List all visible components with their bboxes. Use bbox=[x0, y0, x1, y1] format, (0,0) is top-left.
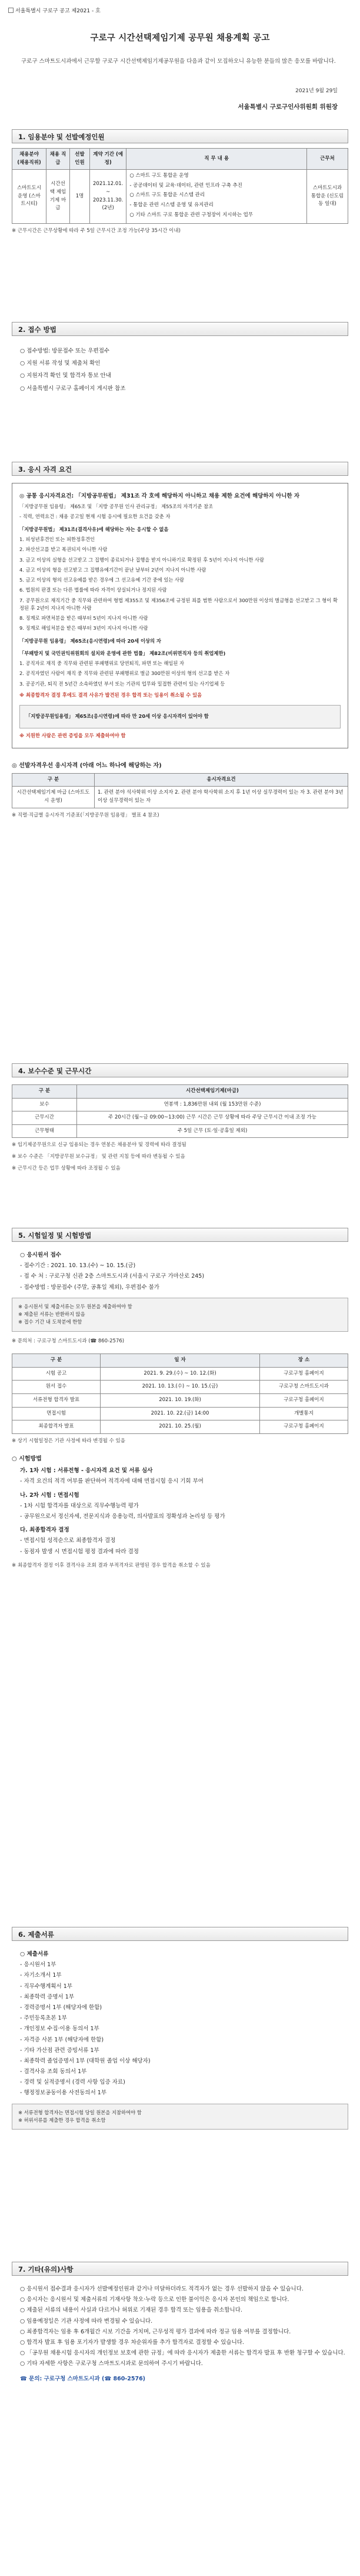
method-line: - 동점자 발생 시 면접시험 평정 결과에 따라 결정 bbox=[20, 1548, 139, 1555]
eligibility-line: - 직력, 연력요건 : 채용 공고일 현재 시험 응시에 필요한 요건을 갖춘 자 bbox=[19, 513, 171, 520]
eligibility-line: 5. 금고 이상의 형의 선고유예를 받은 경우에 그 선고유예 기간 중에 있는 사람 bbox=[19, 577, 185, 583]
col-count: 선발 인원 bbox=[70, 149, 90, 170]
age-requirement-note: ※ 지원한 사람은 관련 증빙을 모두 제출하여야 함 bbox=[19, 732, 126, 738]
age-requirement-title: 「지방공무원임용령」 제65조(응시연령)에 따라 만 20세 이상 응시자격이 있어야 함 bbox=[26, 713, 209, 720]
exam-methods-title: ○ 시험방법 bbox=[12, 1456, 42, 1463]
notice-title: 구로구 시간선택제임기제 공무원 채용계획 공고 bbox=[90, 33, 270, 43]
table-row bbox=[12, 170, 348, 224]
cell-location: 구로구청 홈페이지 bbox=[260, 1367, 348, 1381]
schedule-line: - 접수기간 : 2021. 10. 13.(수) ~ 10. 15.(금) bbox=[20, 1262, 136, 1269]
col-grade: 채용 직급 bbox=[46, 149, 70, 170]
career-requirement-title: ◎ 선발자격우선 응시자격 (아래 어느 하나에 해당하는 자) bbox=[12, 762, 162, 769]
caution-line: ○ 임용예정일은 기관 사정에 따라 변경될 수 있습니다. bbox=[20, 2318, 153, 2325]
exam-notes-box bbox=[12, 1298, 348, 1332]
duty-item: - 공공데이터 및 교육·데이터, 관련 인프라 구축 추진 bbox=[129, 182, 242, 189]
cell-requirement: 1. 관련 분야 석사학위 이상 소지자 2. 관련 분야 학사학위 소지 후 1년 이상 실무경력이 있는 자 3. 관련 분야 3년 이상 실무경력이 있는 자 bbox=[95, 787, 348, 808]
section-6-body bbox=[12, 1948, 348, 2130]
eligibility-line: 2. 공직자였던 사람이 재직 중 직무와 관련된 부패행위로 벌금 300만원 이상의 형의 선고를 받은 자 bbox=[19, 670, 230, 677]
list-item: ○ 접수방법: 방문접수 또는 우편접수 bbox=[20, 348, 110, 354]
section-3-body bbox=[12, 483, 348, 820]
cell-date: 2021. 10. 25.(월) bbox=[101, 1420, 260, 1434]
cell-value: 주 5일 근무 (토·일·공휴일 제외) bbox=[77, 1124, 348, 1138]
col-value: 시간선택제임기제(마급) bbox=[77, 1085, 348, 1099]
document-line: - 주민등록초본 1부 bbox=[20, 2015, 67, 2022]
salary-table bbox=[12, 1084, 348, 1138]
cell-location: 개별통지 bbox=[260, 1407, 348, 1420]
duty-item: ○ 기타 스마트 구로 통합운 관련 구청장이 지시하는 업무 bbox=[129, 211, 254, 218]
cell-stage: 서류전형 합격자 발표 bbox=[12, 1393, 101, 1407]
table-row bbox=[12, 1098, 348, 1111]
eligibility-line: 「지방공무원 임용령」 제65조 및 「지방 공무원 인사 관리규정」 제55조의 자격기준 참조 bbox=[19, 503, 214, 510]
cell-workplace: 스마트도시과 통합운 (신도림동 일대) bbox=[307, 170, 348, 224]
document-line: - 최종학력 졸업증명서 1부 (대학원 졸업 이상 해당자) bbox=[20, 2057, 151, 2064]
salary-note: ※ 임기제공무원으로 신규 임용되는 경우 연봉은 채용분야 및 경력에 따라 결정됨 bbox=[12, 1142, 186, 1148]
caution-line: ○ 기타 자세한 사항은 구로구청 스마트도시과로 문의하여 주시기 바랍니다. bbox=[20, 2360, 203, 2367]
section-2-heading: 2. 접수 방법 bbox=[12, 322, 348, 336]
caution-line: ○ 제출된 서류의 내용이 사실과 다르거나 허위로 기재된 경우 합격 또는 임용을 취소합니다. bbox=[20, 2307, 242, 2314]
eligibility-line: 1. 피성년후견인 또는 피한정후견인 bbox=[19, 536, 95, 542]
age-requirement-box bbox=[19, 705, 341, 728]
method-line: - 면접시험 성적순으로 최종합격자 결정 bbox=[20, 1537, 116, 1544]
cell-category: 시간선택제임기제 마급 (스마트도시 운영) bbox=[12, 787, 95, 808]
document-line: - 자기소개서 1부 bbox=[20, 1972, 62, 1979]
col-period: 계약 기간 (예정) bbox=[90, 149, 126, 170]
documents-note: ※ 서류전형 합격자는 면접시험 당일 원본을 지참하여야 함 bbox=[18, 2109, 142, 2115]
section-5-heading: 5. 시험일정 및 시험방법 bbox=[12, 1228, 348, 1242]
list-item: ○ 서울특별시 구로구 홈페이지 게시판 참조 bbox=[20, 385, 126, 392]
eligibility-line: 3. 금고 이상의 실형을 선고받고 그 집행이 종료되거나 집행을 받지 아니하기로 확정된 후 5년이 지나지 아니한 사람 bbox=[19, 556, 265, 563]
salary-note: ※ 근무시간 등은 업무 상황에 따라 조정될 수 있음 bbox=[12, 1165, 121, 1171]
eligibility-line: 6. 법원의 판결 또는 다른 법률에 따라 자격이 상실되거나 정지된 사람 bbox=[19, 587, 167, 593]
table-row bbox=[12, 1124, 348, 1138]
table-row bbox=[12, 1367, 348, 1381]
cell-location: 구로구청 홈페이지 bbox=[260, 1393, 348, 1407]
exam-contact: ※ 문의처 : 구로구청 스마트도시과 (☎ 860-2576) bbox=[12, 1338, 125, 1344]
eligibility-line: 「지방공무원 임용령」 제65조(응시연령)에 따라 20세 이상의 자 bbox=[19, 637, 161, 644]
eligibility-line: 8. 징계로 파면처분을 받은 때부터 5년이 지나지 아니한 사람 bbox=[19, 615, 148, 622]
salary-note: ※ 보수 수준은 「지방공무원 보수규정」 및 관련 지침 등에 따라 변동될 수 있음 bbox=[12, 1153, 185, 1160]
duty-item: ○ 스마트 구도 통합운 시스템 관리 bbox=[129, 192, 205, 199]
notice-number-label: 서울특별시 구로구 공고 제2021 - 호 bbox=[8, 7, 101, 15]
document-line: - 응시원서 1부 bbox=[20, 1962, 56, 1969]
cell-date: 2021. 10. 13.(수) ~ 10. 15.(금) bbox=[101, 1381, 260, 1394]
cell-date: 2021. 9. 29.(수) ~ 10. 12.(화) bbox=[101, 1367, 260, 1381]
col-location: 장 소 bbox=[260, 1354, 348, 1368]
exam-note: ※ 제출된 서류는 반환하지 않음 bbox=[18, 1311, 85, 1318]
caution-line: ○ 응시자는 응시원서 및 제출서류의 기재사항 착오·누락 등으로 인한 불이익은 응시자 본인의 책임으로 합니다. bbox=[20, 2296, 289, 2303]
checkbox-icon bbox=[8, 8, 14, 13]
cell-field: 스마트도시 운영 (스마트시티) bbox=[12, 170, 46, 224]
table-row bbox=[12, 1381, 348, 1394]
document-line: - 경력증명서 1부 (해당자에 한함) bbox=[20, 2004, 102, 2011]
cell-date: 2021. 10. 19.(화) bbox=[101, 1393, 260, 1407]
list-item: ○ 지원 서류 작성 및 제출처 확인 bbox=[20, 360, 101, 367]
document-line: - 결격사유 조회 동의서 1부 bbox=[20, 2068, 87, 2075]
section-7-body bbox=[12, 2283, 348, 2385]
cell-label: 근무형태 bbox=[12, 1124, 77, 1138]
method-line: - 1차 시험 합격자를 대상으로 직무수행능력 평가 bbox=[20, 1502, 139, 1509]
eligibility-line: 7. 공무원으로 재직기간 중 직무와 관련하여 형법 제355조 및 제356조에 규정된 죄를 범한 사람으로서 300만원 이상의 벌금형을 선고받고 그 형이 확정된 후 2년이 지나지 아니한 사람 bbox=[19, 597, 338, 611]
section-1-body bbox=[12, 148, 348, 236]
col-category: 구 분 bbox=[12, 1085, 77, 1099]
section-7-heading: 7. 기타(유의)사항 bbox=[12, 2262, 348, 2276]
eligibility-line: 4. 금고 이상의 형을 선고받고 그 집행유예기간이 끝난 날부터 2년이 지나지 아니한 사람 bbox=[19, 566, 206, 573]
method-line: - 공무원으로서 정신자세, 전문지식과 응용능력, 의사발표의 정확성과 논리성 등 평가 bbox=[20, 1513, 225, 1520]
duty-item: - 통합운 관련 시스템 운영 및 유지관리 bbox=[129, 201, 214, 208]
section-6-heading: 6. 제출서류 bbox=[12, 1927, 348, 1941]
notice-date: 2021년 9월 29일 bbox=[295, 88, 338, 94]
caution-line: ○ 합격자 발표 후 임용 포기자가 발생할 경우 차순위자를 추가 합격자로 결정할 수 있습니다. bbox=[20, 2339, 244, 2346]
eligibility-line: 3. 공공기관, 퇴직 전 5년간 소속하였던 부서 또는 기관의 업무와 밀접한 관련이 있는 사기업체 등 bbox=[19, 680, 225, 687]
section-3-heading: 3. 응시 자격 요건 bbox=[12, 462, 348, 476]
section-1-note: ※ 근무시간은 근무상황에 따라 주 5일 근무시간 조정 가능(주당 35시간 이내) bbox=[12, 228, 181, 234]
cell-stage: 원서 접수 bbox=[12, 1381, 101, 1394]
section-4-heading: 4. 보수수준 및 근무시간 bbox=[12, 1063, 348, 1077]
cell-date: 2021. 10. 22.(금) 14:00 bbox=[101, 1407, 260, 1420]
method-line: 나. 2차 시험 : 면접시험 bbox=[20, 1492, 79, 1499]
caution-contact: ☎ 문의: 구로구청 스마트도시과 (☎ 860-2576) bbox=[20, 2375, 146, 2382]
col-date: 일 자 bbox=[101, 1354, 260, 1368]
cell-period: 2021.12.01. ~ 2023.11.30. (2년) bbox=[90, 170, 126, 224]
caution-line: ○ 「공무원 채용시험 응시자의 개인정보 보호에 관한 규정」에 따라 응시자가 제출한 서류는 합격자 발표 후 반환 청구할 수 있습니다. bbox=[20, 2350, 345, 2357]
table-row bbox=[12, 1407, 348, 1420]
documents-notes-box bbox=[12, 2104, 348, 2130]
notice-intro: 구로구 스마트도시과에서 근무할 구로구 시간선택제임기제공무원을 다음과 같이 모집하오니 유능한 분들의 많은 응모를 바랍니다. bbox=[21, 58, 336, 65]
method-line: - 자격 요건의 적격 여부를 판단하여 적격자에 대해 면접시험 응시 기회 부여 bbox=[20, 1478, 204, 1485]
exam-note: ※ 응시원서 및 제출서류는 모두 원본을 제출하여야 함 bbox=[18, 1303, 132, 1309]
eligibility-line: 「부패방지 및 국민권익위원회의 설치와 운영에 관한 법률」 제82조(비위면직자 등의 취업제한) bbox=[19, 650, 226, 656]
notice-organization: 서울특별시 구로구인사위원회 위원장 bbox=[238, 103, 338, 110]
table-row bbox=[12, 1393, 348, 1407]
col-category: 구 분 bbox=[12, 773, 95, 787]
table-row bbox=[12, 1420, 348, 1434]
cell-label: 근무시간 bbox=[12, 1111, 77, 1125]
col-workplace: 근무처 bbox=[307, 149, 348, 170]
document-line: - 경력 및 실적증명서 (경력 사항 입증 자료) bbox=[20, 2079, 125, 2086]
cell-value: 주 20시간 (월~금 09:00~13:00) 근무 시간은 근무 상황에 따라 주당 근무시간 이내 조정 가능 bbox=[77, 1111, 348, 1125]
caution-line: ○ 응시원서 접수결과 응시자가 선발예정인원과 같거나 미달하더라도 적격자가 없는 경우 선발하지 않을 수 있습니다. bbox=[20, 2286, 304, 2292]
document-line: - 개인정보 수집·이용 동의서 1부 bbox=[20, 2026, 99, 2033]
section-2-body bbox=[12, 343, 348, 397]
schedule-line: ○ 응시원서 접수 bbox=[20, 1252, 61, 1258]
duty-item: ○ 스마트 구도 통합운 운영 bbox=[129, 173, 189, 179]
document-line: - 자격증 사본 1부 (해당자에 한함) bbox=[20, 2036, 104, 2043]
schedule-line: - 접수방법 : 방문접수 (주말, 공휴일 제외), 우편접수 불가 bbox=[20, 1284, 159, 1291]
section-4-body bbox=[12, 1084, 348, 1173]
table-row bbox=[12, 787, 348, 808]
document-line: ○ 제출서류 bbox=[20, 1951, 49, 1957]
document-line: - 최종학력 증명서 1부 bbox=[20, 1993, 74, 2000]
final-note: ※ 최종합격자 결정 이후 결격사유 조회 결과 부적격자로 판명된 경우 합격을 취소할 수 있음 bbox=[12, 1562, 211, 1569]
method-line: 다. 최종합격자 결정 bbox=[20, 1527, 69, 1534]
col-duties: 직 무 내 용 bbox=[126, 149, 307, 170]
cell-label: 보수 bbox=[12, 1098, 77, 1111]
cell-count: 1명 bbox=[70, 170, 90, 224]
career-requirement-table bbox=[12, 773, 348, 808]
schedule-table-note: ※ 상기 시험일정은 기관 사정에 따라 변경될 수 있음 bbox=[12, 1438, 125, 1444]
eligibility-line: ◎ 공통 응시자격요건: 「지방공무원법」 제31조 각 호에 해당하지 아니하고 채용 제한 요건에 해당하지 아니한 자 bbox=[19, 493, 300, 499]
exam-schedule-table bbox=[12, 1354, 348, 1434]
col-category: 구 분 bbox=[12, 1354, 101, 1368]
documents-note: ※ 허위서류를 제출한 경우 합격을 취소함 bbox=[18, 2117, 106, 2123]
eligibility-line: 9. 징계로 해임처분을 받은 때부터 3년이 지나지 아니한 사람 bbox=[19, 625, 148, 632]
list-item: ○ 지원자격 확인 및 합격자 통보 안내 bbox=[20, 372, 111, 379]
cell-duties bbox=[126, 170, 307, 224]
eligibility-line: 「지방공무원법」 제31조(결격사유)에 해당하는 자는 응시할 수 없음 bbox=[19, 526, 169, 532]
eligibility-warning: ※ 최종합격자 결정 후에도 결격 사유가 발견된 경우 합격 또는 임용이 취소될 수 있음 bbox=[19, 691, 202, 698]
cell-stage: 면접시험 bbox=[12, 1407, 101, 1420]
eligibility-box bbox=[12, 483, 348, 748]
document-line: - 기타 가산점 관련 증빙서류 1부 bbox=[20, 2047, 99, 2054]
table-row bbox=[12, 1111, 348, 1125]
document-line: - 행정정보공동이용 사전동의서 1부 bbox=[20, 2090, 107, 2097]
col-requirement: 응시자격요건 bbox=[95, 773, 348, 787]
cell-location: 구로구청 스마트도시과 bbox=[260, 1381, 348, 1394]
eligibility-line: 2. 파산선고를 받고 복권되지 아니한 사람 bbox=[19, 546, 108, 553]
caution-line: ○ 최종합격자는 임용 후 6개월간 시보 기간을 거치며, 근무성적 평가 결과에 따라 정규 임용 여부를 결정합니다. bbox=[20, 2328, 291, 2335]
schedule-line: - 접 수 처 : 구로구청 신관 2층 스마트도시과 (서울시 구로구 가마산로 245) bbox=[20, 1273, 205, 1280]
document-line: - 직무수행계획서 1부 bbox=[20, 1983, 72, 1990]
exam-note: ※ 접수 기간 내 도착분에 한함 bbox=[18, 1319, 82, 1325]
section-1-heading: 1. 임용분야 및 선발예정인원 bbox=[12, 129, 348, 143]
cell-stage: 최종합격자 발표 bbox=[12, 1420, 101, 1434]
method-line: 가. 1차 시험 : 서류전형 - 응시자격 요건 및 서류 심사 bbox=[20, 1467, 153, 1475]
positions-table bbox=[12, 148, 348, 224]
col-field: 채용분야 (채용직위) bbox=[12, 149, 46, 170]
section-5-body bbox=[12, 1249, 348, 1570]
cell-value: 연봉액 : 1,836만원 내외 (월 153만원 수준) bbox=[77, 1098, 348, 1111]
career-note: ※ 직렬·직급별 응시자격 기준표(「지방공무원 임용령」 별표 4 참조) bbox=[12, 812, 159, 818]
eligibility-line: 1. 공직자로 재직 중 직무와 관련된 부패행위로 당연퇴직, 파면 또는 해임된 자 bbox=[19, 660, 185, 667]
cell-stage: 시험 공고 bbox=[12, 1367, 101, 1381]
cell-grade: 시간선택 제임기제 마급 bbox=[46, 170, 70, 224]
cell-location: 구로구청 홈페이지 bbox=[260, 1420, 348, 1434]
